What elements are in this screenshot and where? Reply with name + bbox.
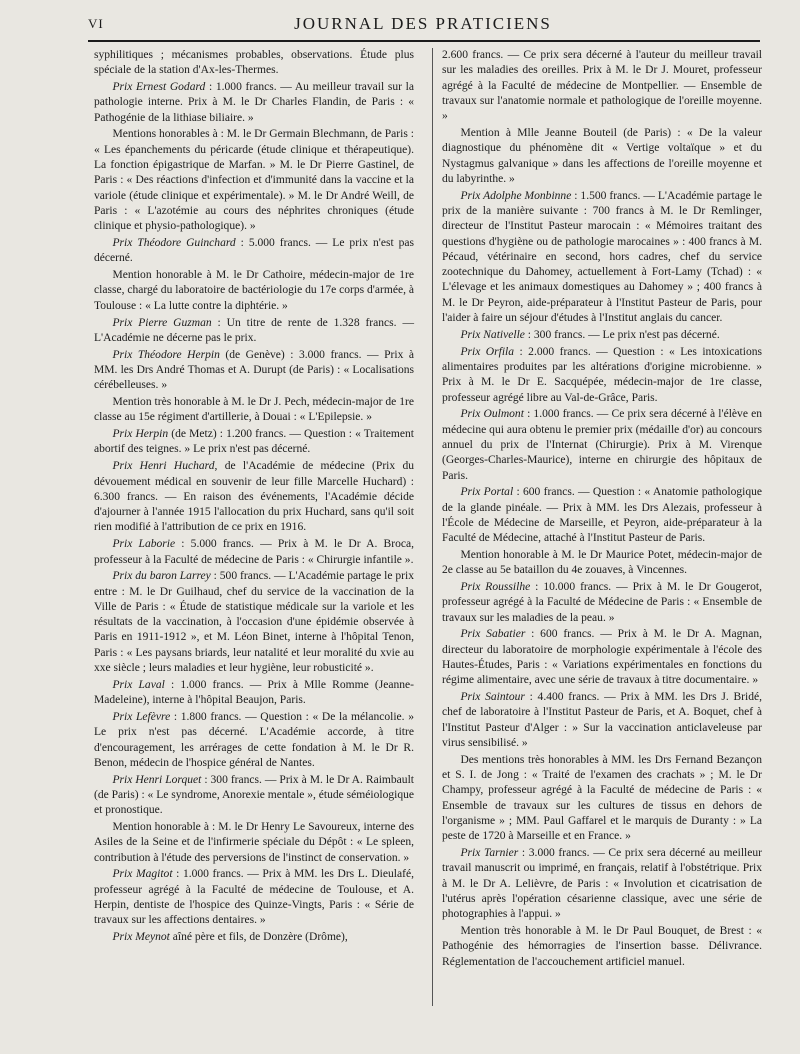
- paragraph-text: : 500 francs. — L'Académie partage le prix entre : M. le Dr Guilhaud, chef du service de la vaccination de la Ville de Paris : « Étude de statistique médicale sur la variole et les résultats de la vaccination, à l'occasion d'une épidémie observée à Paris en 1911-1912 », et M. Léon Binet, interne à l'hôpital Tenon, Paris : « Les paysans briards, leur natalité et leur moralité du xvie au xxe siècle ; leurs maladies et leur hygiène, leur robusticité ».: [94, 570, 414, 675]
- prize-name: Prix Sabatier: [460, 628, 526, 641]
- paragraph: [94, 930, 414, 945]
- paragraph: [442, 345, 762, 406]
- paragraph-text: : 1.000 francs. — Prix à Mlle Romme (Jeanne-Madeleine), interne à l'hôpital Beaujon, Paris.: [94, 678, 414, 707]
- paragraph-text: syphilitiques ; mécanismes probables, observations. Étude plus spéciale de la station d'Ax-les-Thermes.: [94, 49, 414, 77]
- page-header: [88, 14, 758, 38]
- paragraph-text: : 5.000 francs. — Le prix n'est pas décerné.: [94, 237, 415, 265]
- paragraph: [442, 485, 762, 546]
- prize-name: Prix Roussilhe: [460, 581, 531, 594]
- page-number: VI: [88, 16, 104, 31]
- prize-name: Prix Saintour: [460, 691, 525, 704]
- paragraph-text: : 1.000 francs. — Au meilleur travail sur la pathologie interne. Prix à M. le Dr Charles Flandin, de Paris : « Pathogénie de la lithiase biliaire. »: [94, 81, 414, 124]
- paragraph-text: Mention très honorable à M. le Dr Paul Bouquet, de Brest : « Pathogénie des hémorragies de l'insertion basse. Délivrance. Réglementation de l'accouchement artificiel manuel.: [442, 925, 762, 968]
- paragraph: [94, 459, 414, 535]
- left-column: [94, 48, 414, 947]
- prize-name: Prix Tarnier: [460, 847, 519, 860]
- paragraph: [442, 580, 762, 626]
- paragraph-text: Mention honorable à : M. le Dr Henry Le Savoureux, interne des Asiles de la Seine et de l'infirmerie spéciale du Dépôt : « Le spleen, contribution à l'étude des perversions de l'instinct de conservation. »: [94, 821, 414, 864]
- paragraph: [442, 48, 762, 124]
- paragraph: [94, 268, 414, 314]
- prize-name: Prix Laborie: [112, 538, 176, 551]
- paragraph: [442, 924, 762, 970]
- right-column: [442, 48, 762, 972]
- paragraph: [442, 548, 762, 579]
- paragraph-text: (de Genève) : 3.000 francs. — Prix à MM. les Drs André Thomas et A. Durupt (de Paris) : « Localisations cérébelleuses. »: [94, 348, 414, 392]
- paragraph: [442, 846, 762, 922]
- paragraph: [442, 627, 762, 688]
- prize-name: Prix Nativelle: [460, 328, 525, 341]
- paragraph-text: Des mentions très honorables à MM. les Drs Fernand Bezançon et S. I. de Jong : « Traité de l'examen des crachats » ; M. le Dr Champy, professeur agrégé à la Faculté de médecine de Paris : « Ensemble de travaux sur les cultures de tissus en dehors de l'organisme » ; MM. Paul Gaffarel et le marquis de Duranty : » La peste de 1720 à Marseille et en France. »: [442, 753, 762, 843]
- paragraph-text: : 300 francs. — Prix à M. le Dr A. Raimbault (de Paris) : « Le syndrome, Anorexie mentale », étude séméiologique et pronostique.: [94, 773, 415, 817]
- paragraph-text: : 600 francs. — Question : « Anatomie pathologique de la glande pinéale. — Prix à MM. les Drs Alezais, professeur à l'École de Médecine de Marseille, et Peyron, aide-préparateur à la Faculté de Médecine, attaché à l'Institut Pasteur de Paris.: [442, 486, 762, 545]
- paragraph-text: Mention honorable à M. le Dr Maurice Potet, médecin-major de 2e classe au 5e bataillon du 4e zouaves, à Vincennes.: [442, 549, 762, 577]
- prize-name: Prix Pierre Guzman: [112, 316, 212, 329]
- prize-name: Prix Portal: [460, 486, 514, 499]
- paragraph-text: aîné père et fils, de Donzère (Drôme),: [169, 931, 348, 944]
- paragraph-text: : 1.800 francs. — Question : « De la mélancolie. » Le prix n'est pas décerné. L'Académie accorde, à titre d'encouragement, les arrérages de cette fondation à M. le Dr R. Benon, médecin de l'hospice général de Nantes.: [94, 710, 414, 769]
- paragraph: [94, 48, 414, 79]
- prize-name: Prix Lefèvre: [112, 710, 171, 723]
- paragraph: [442, 126, 762, 187]
- paragraph-text: : 1.000 francs. — Prix à MM. les Drs L. Dieulafé, professeur agrégé à la Faculté de médecine de Toulouse, et A. Herpin, dentiste de l'hospice des Quinze-Vingts, Paris : « Série de travaux sur les affections dentaires. »: [94, 868, 414, 927]
- paragraph: [94, 80, 414, 126]
- paragraph-text: (de Metz) : 1.200 francs. — Question : « Traitement abortif des teignes. » Le prix n'est pas décerné.: [94, 428, 414, 456]
- paragraph: [94, 395, 414, 426]
- paragraph: [442, 407, 762, 483]
- paragraph: [94, 537, 414, 568]
- paragraph: [442, 753, 762, 845]
- paragraph: [94, 773, 414, 819]
- paragraph-text: : Un titre de rente de 1.328 francs. — L'Académie ne décerne pas le prix.: [94, 316, 414, 344]
- prize-name: Prix Laval: [112, 678, 165, 691]
- paragraph: [94, 820, 414, 866]
- prize-name: Prix du baron Larrey: [112, 570, 211, 583]
- paragraph: [94, 427, 414, 458]
- paragraph-text: : 10.000 francs. — Prix à M. le Dr Gougerot, professeur agrégé à la Faculté de Médecine de Paris : « Ensemble de travaux sur les maladies de la peau. »: [442, 581, 762, 624]
- paragraph: [94, 348, 414, 394]
- paragraph-text: 2.600 francs. — Ce prix sera décerné à l'auteur du meilleur travail sur les maladies des oreilles. Prix à M. le Dr J. Mouret, professeur agrégé à la Faculté de médecine de Montpellier. — Ensemble de travaux sur l'anatomie normale et pathologique de l'oreille moyenne. »: [442, 49, 762, 123]
- paragraph: [442, 189, 762, 327]
- prize-name: Prix Orfila: [460, 345, 515, 358]
- paragraph: [94, 678, 414, 709]
- paragraph-text: Mention à Mlle Jeanne Bouteil (de Paris) : « De la valeur diagnostique du phénomène dit « Vertige voltaïque » et du Nystagmus galvanique » dans les affections de l'oreille moyenne et du labyrinthe. »: [442, 126, 762, 185]
- paragraph: [94, 710, 414, 771]
- paragraph-text: Mentions honorables à : M. le Dr Germain Blechmann, de Paris : « Les épanchements du péricarde (étude clinique et thérapeutique). La fonction épigastrique de Marfan. » M. le Dr Pierre Gastinel, de Paris : « Des réactions d'infection et d'immunité dans la vaccine et la variole (étude clinique et expérimentale). » M. le Dr André Weill, de Paris : « L'azotémie au cours des néphrites chroniques (étude clinique et physio-pathologique). »: [94, 128, 414, 233]
- paragraph: [94, 867, 414, 928]
- paragraph-text: , de l'Académie de médecine (Prix du dévouement médical en souvenir de leur fille Marcelle Huchard) : 6.300 francs. — En raison des événements, l'Académie décide d'ajourner à l'année 1915 l'allocation du prix Huchard, sans qu'il soit rien modifié à l'attribution de ce prix en 1916.: [94, 460, 414, 534]
- paragraph: [442, 690, 762, 751]
- paragraph: [94, 316, 414, 347]
- paragraph-text: : 600 francs. — Prix à M. le Dr A. Magnan, directeur du laboratoire de morphologie expérimentale à l'école des Hautes-Études, Paris : « Variations expérimentales en fonctions du régime alimentaire, avec une série de travaux à titre documentaire. »: [442, 628, 762, 687]
- paragraph-text: Mention très honorable à M. le Dr J. Pech, médecin-major de 1re classe au 15e régiment d'artillerie, à Douai : « L'Epilepsie. »: [94, 396, 414, 424]
- prize-name: Prix Meynot: [112, 931, 170, 944]
- header-rule: [88, 40, 760, 42]
- prize-name: Prix Théodore Guinchard: [112, 237, 236, 250]
- paragraph-text: : 1.000 francs. — Ce prix sera décerné à l'élève en médecine qui aura obtenu le premier prix (médaille d'or) au concours annuel du prix de l'Internat (Chirurgie). Prix à M. Virenque (Georges-Charles-Maurice), interne en chirurgie des hôpitaux de Paris.: [442, 408, 762, 482]
- column-divider: [432, 48, 433, 1006]
- prize-name: Prix Magitot: [112, 868, 173, 881]
- prize-name: Prix Adolphe Monbinne: [460, 189, 572, 202]
- paragraph: [94, 569, 414, 676]
- paragraph-text: Mention honorable à M. le Dr Cathoire, médecin-major de 1re classe, chargé du laboratoire de bactériologie du 17e corps d'armée, à Toulouse : « La lutte contre la diphtérie. »: [94, 269, 414, 312]
- prize-name: Prix Oulmont: [460, 408, 524, 421]
- paragraph-text: : 4.400 francs. — Prix à MM. les Drs J. Bridé, chef de laboratoire à l'Institut Pasteur de Paris, et A. Boquet, chef à l'Institut Pasteur d'Alger : » Sur la vaccination anticlaveleuse par virus sensibilisé. »: [442, 691, 763, 750]
- prize-name: Prix Henri Huchard: [112, 460, 215, 473]
- paragraph: [442, 328, 762, 343]
- prize-name: Prix Herpin: [112, 428, 169, 441]
- prize-name: Prix Théodore Herpin: [112, 348, 220, 361]
- paragraph-text: : 300 francs. — Le prix n'est pas décerné.: [524, 328, 720, 341]
- journal-title: JOURNAL DES PRATICIENS: [294, 14, 552, 33]
- paragraph-text: : 5.000 francs. — Prix à M. le Dr A. Broca, professeur à la Faculté de médecine de Paris : « Chirurgie infantile ».: [94, 538, 414, 566]
- paragraph-text: : 3.000 francs. — Ce prix sera décerné au meilleur travail manuscrit ou imprimé, en français, relatif à l'obstétrique. Prix à M. le Dr A. Lelièvre, de Paris : « Involution et cicatrisation de l'utérus après l'opération césarienne classique, avec une série de photographies à l'appui. »: [442, 847, 762, 921]
- paragraph-text: : 1.500 francs. — L'Académie partage le prix de la manière suivante : 700 francs à M. le Dr Remlinger, directeur de l'Institut Pasteur marocain : « Mémoires traitant des questions d'hygiène ou de pathologie marocaines » : 400 francs à M. Pécaud, vétérinaire en second, hors cadres, chef du service zootechnique du Dahomey, actuellement à Fort-Lamy (Tchad) : « L'élevage et les animaux domestiques au Dahomey » ; 400 francs à M. le Dr Peyron, aide-préparateur à l'Institut Pasteur de Paris, pour l'aider à faire un séjour d'études à l'Institut anglais du cancer.: [442, 189, 762, 325]
- paragraph: [94, 127, 414, 234]
- prize-name: Prix Ernest Godard: [112, 81, 206, 94]
- prize-name: Prix Henri Lorquet: [112, 773, 202, 786]
- paragraph-text: : 2.000 francs. — Question : « Les intoxications alimentaires produites par les altérations d'origine microbienne. » Prix à M. le Dr E. Sacquépée, médecin-major de 1re classe, professeur agrégé libre au Val-de-Grâce, Paris.: [442, 345, 763, 404]
- paragraph: [94, 236, 414, 267]
